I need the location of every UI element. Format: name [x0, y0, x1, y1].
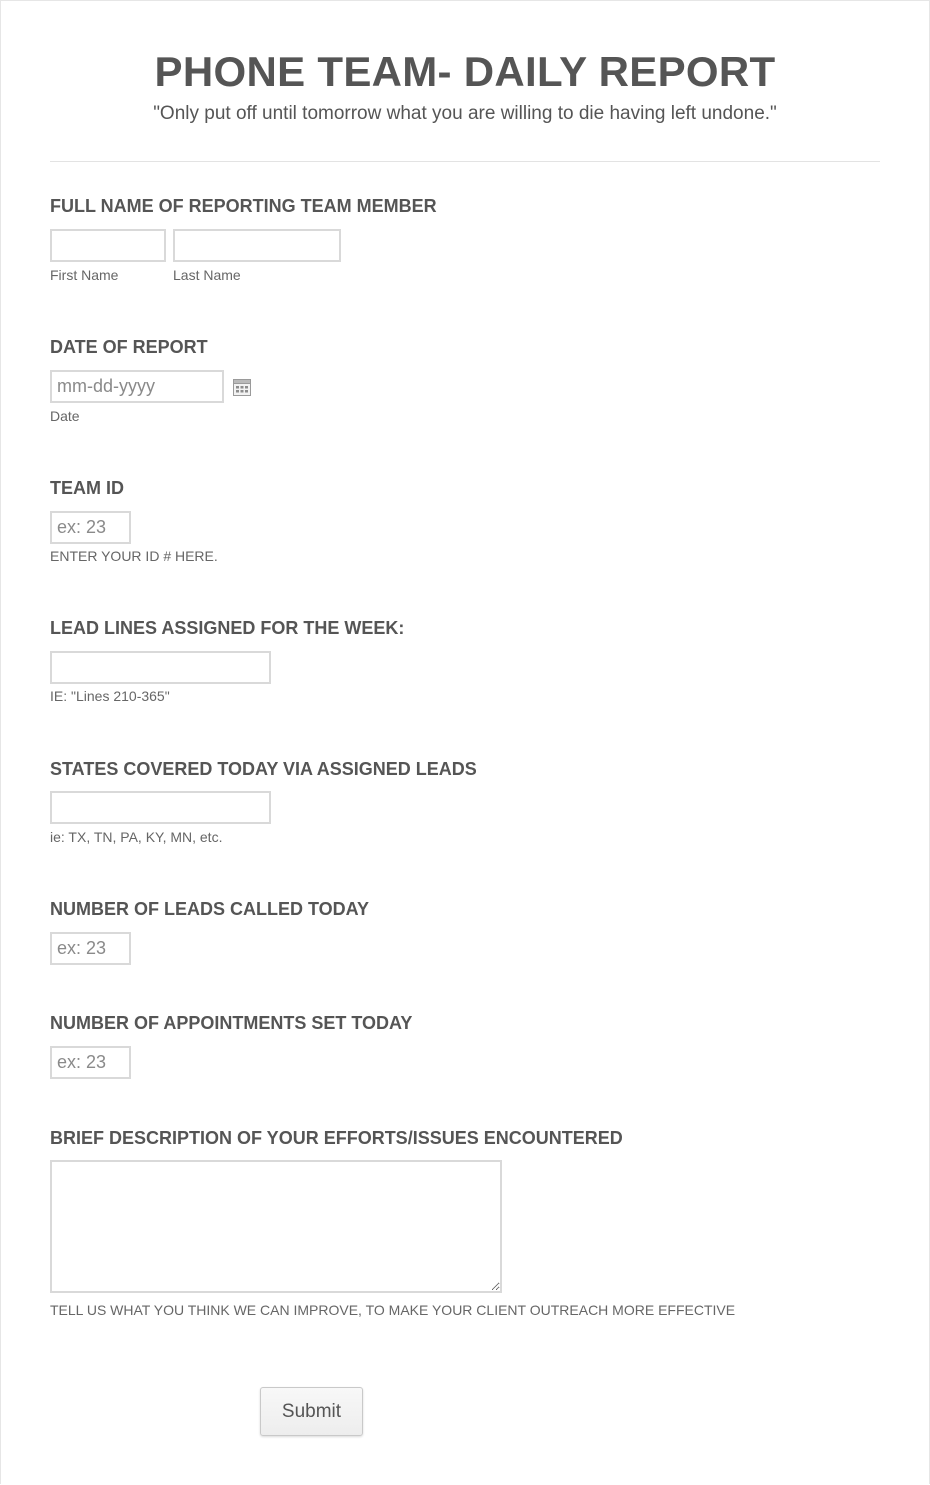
states-input[interactable]	[50, 791, 271, 824]
form-title: PHONE TEAM- DAILY REPORT	[154, 48, 776, 95]
date-sublabel: Date	[50, 408, 80, 424]
full-name-label: FULL NAME OF REPORTING TEAM MEMBER	[50, 196, 437, 216]
description-sublabel: TELL US WHAT YOU THINK WE CAN IMPROVE, TO MAKE YOUR CLIENT OUTREACH MORE EFFECTIVE	[50, 1302, 736, 1318]
form-header	[0, 48, 930, 126]
team-id-input[interactable]	[50, 511, 131, 544]
states-label: STATES COVERED TODAY VIA ASSIGNED LEADS	[50, 759, 477, 779]
submit-button[interactable]: Submit	[260, 1387, 363, 1436]
leads-called-input[interactable]	[50, 932, 131, 965]
header-divider	[50, 161, 880, 162]
first-name-input[interactable]	[50, 229, 166, 262]
lead-lines-input[interactable]	[50, 651, 271, 684]
last-name-sublabel: Last Name	[173, 267, 241, 283]
appointments-label: NUMBER OF APPOINTMENTS SET TODAY	[50, 1013, 413, 1033]
states-sublabel: ie: TX, TN, PA, KY, MN, etc.	[50, 829, 223, 845]
date-label: DATE OF REPORT	[50, 337, 208, 357]
description-textarea[interactable]	[50, 1160, 502, 1293]
appointments-input[interactable]	[50, 1046, 131, 1079]
date-input[interactable]	[50, 370, 224, 403]
form-subtitle: "Only put off until tomorrow what you are willing to die having left undone."	[153, 103, 777, 124]
team-id-sublabel: ENTER YOUR ID # HERE.	[50, 548, 218, 564]
calendar-icon[interactable]	[232, 377, 252, 397]
lead-lines-sublabel: IE: "Lines 210-365"	[50, 688, 170, 704]
last-name-input[interactable]	[173, 229, 341, 262]
first-name-sublabel: First Name	[50, 267, 119, 283]
leads-called-label: NUMBER OF LEADS CALLED TODAY	[50, 899, 370, 919]
team-id-label: TEAM ID	[50, 478, 124, 498]
description-label: BRIEF DESCRIPTION OF YOUR EFFORTS/ISSUES ENCOUNTERED	[50, 1128, 623, 1148]
lead-lines-label: LEAD LINES ASSIGNED FOR THE WEEK:	[50, 618, 405, 638]
